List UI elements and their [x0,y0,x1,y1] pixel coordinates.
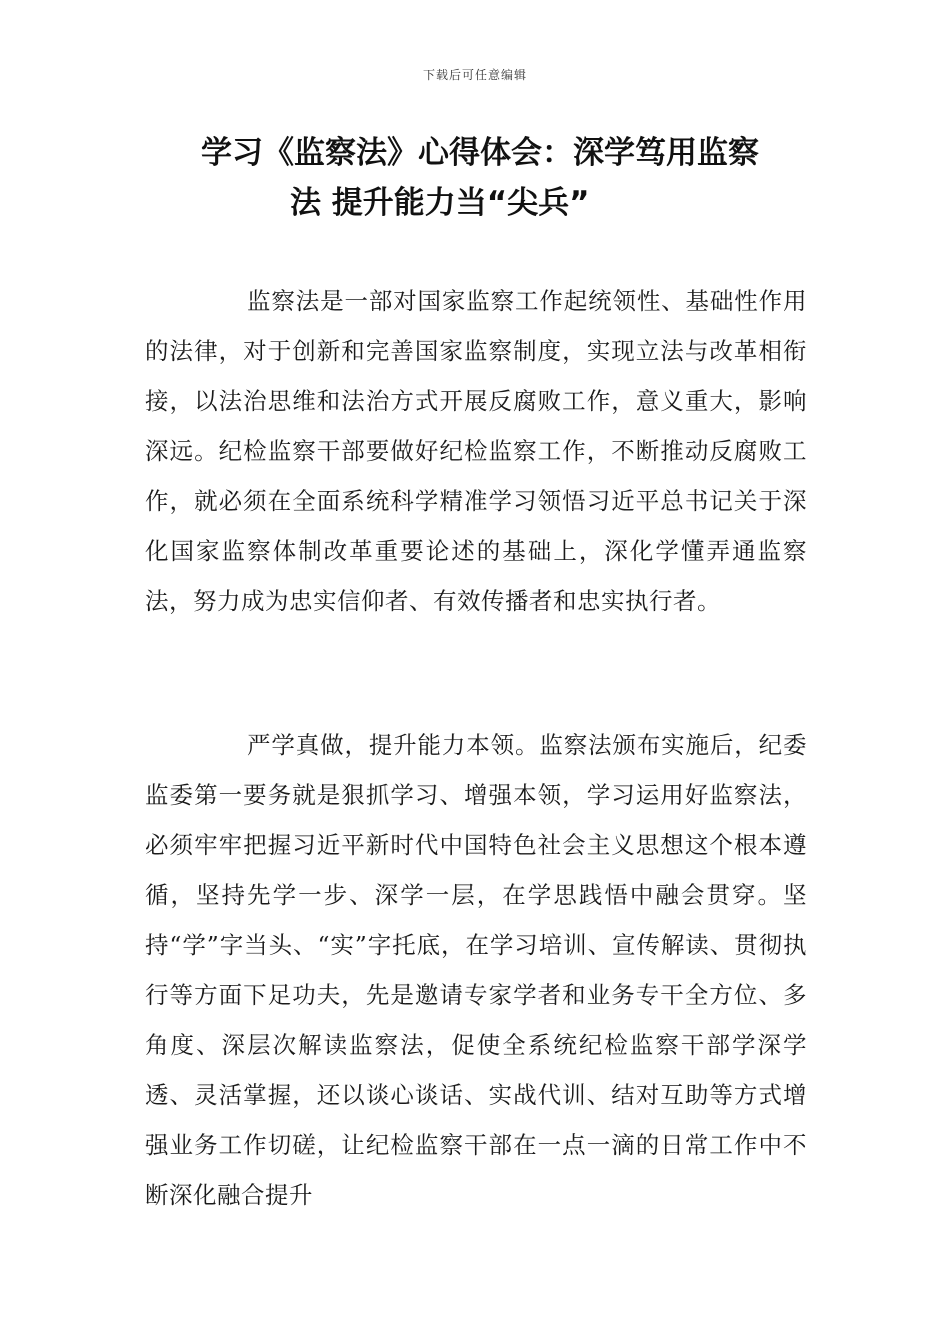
title-line-1: 学习《监察法》心得体会：深学笃用监察 [201,135,759,171]
paragraph-2: 严学真做，提升能力本领。监察法颁布实施后，纪委监委第一要务就是狠抓学习、增强本领，学习运用好监察法，必须牢牢把握习近平新时代中国特色社会主义思想这个根本遵循，坚持先学一步、深学一层，在学思践悟中融会贯穿。坚持“学”字当头、“实”字托底，在学习培训、宣传解读、贯彻执行等方面下足功夫，先是邀请专家学者和业务专干全方位、多角度、深层次解读监察法，促使全系统纪检监察干部学深学透、灵活掌握，还以谈心谈话、实战代训、结对互助等方式增强业务工作切磋，让纪检监察干部在一点一滴的日常工作中不断深化融合提升 [145,731,807,1209]
title-line-2: 法 提升能力当“尖兵” [290,185,590,221]
paragraph-1: 监察法是一部对国家监察工作起统领性、基础性作用的法律，对于创新和完善国家监察制度，实现立法与改革相衔接，以法治思维和法治方式开展反腐败工作，意义重大，影响深远。纪检监察干部要做好纪检监察工作，不断推动反腐败工作，就必须在全面系统科学精准学习领悟习近平总书记关于深化国家监察体制改革重要论述的基础上，深化学懂弄通监察法，努力成为忠实信仰者、有效传播者和忠实执行者。 [145,287,807,615]
document-title [140,128,820,228]
header-note: 下载后可任意编辑 [422,68,527,82]
